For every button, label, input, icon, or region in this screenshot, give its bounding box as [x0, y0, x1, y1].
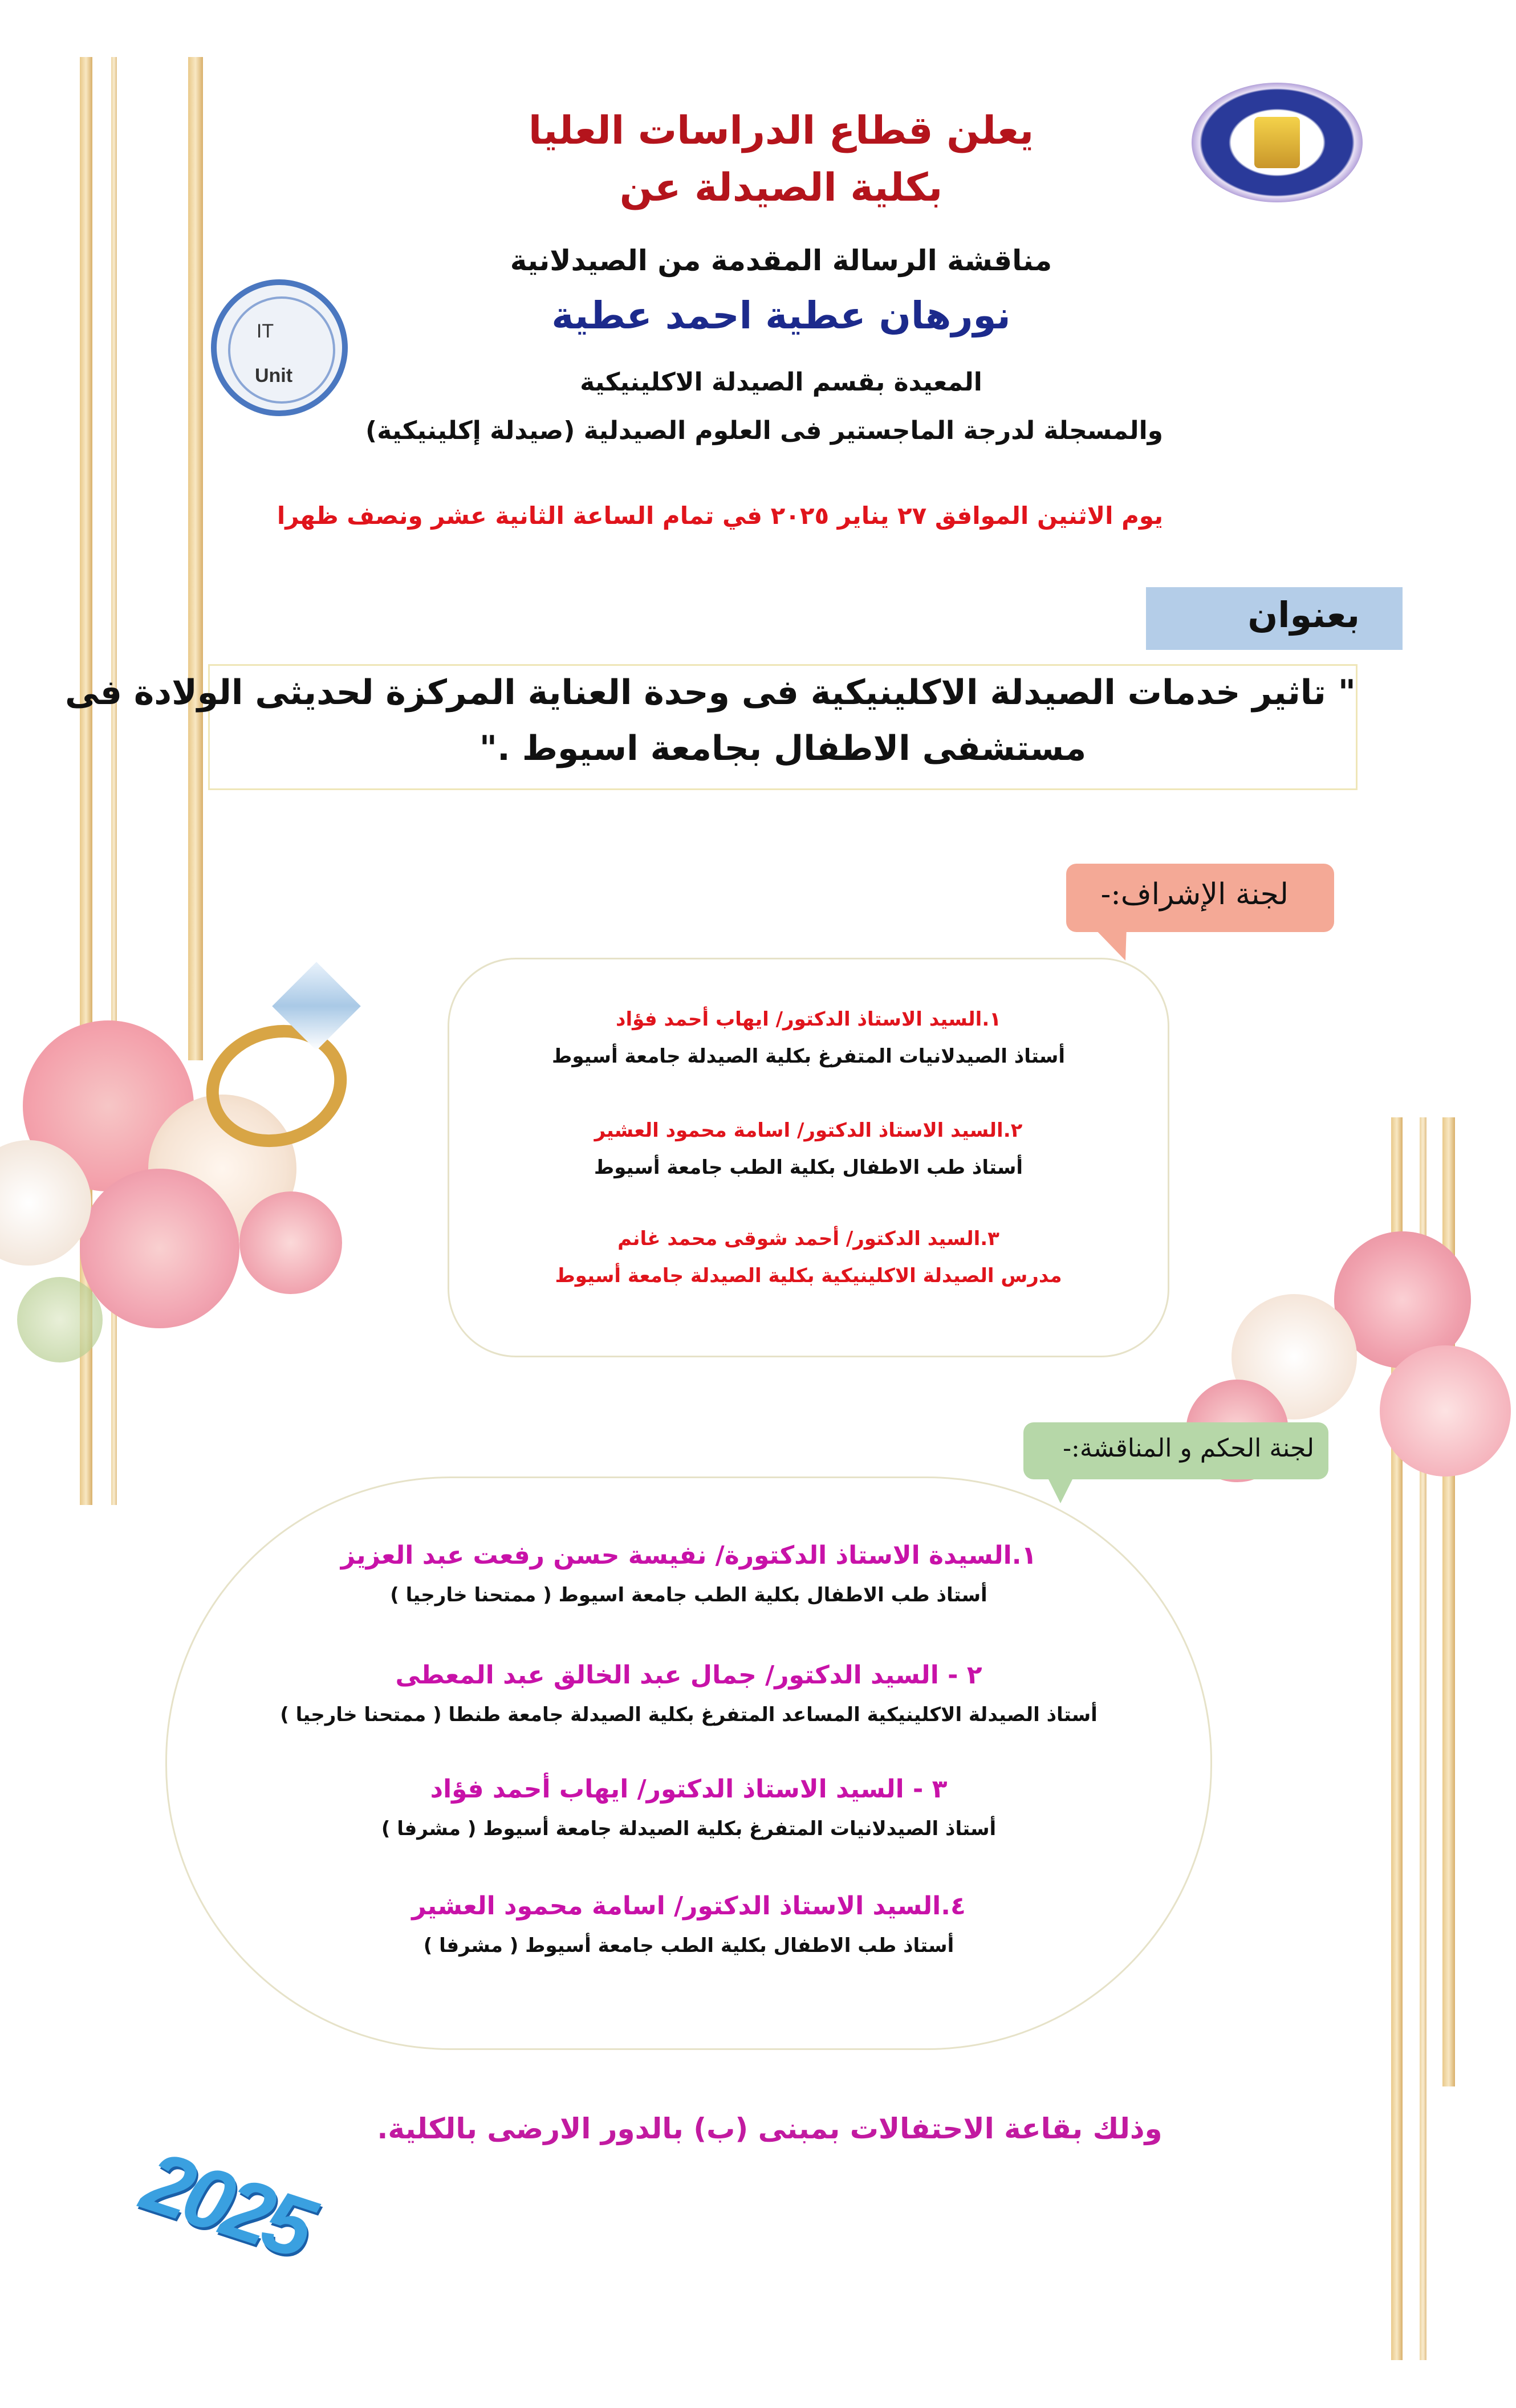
intro-line: مناقشة الرسالة المقدمة من الصيدلانية — [510, 244, 1052, 277]
supervisor-2-name: ٢.السيد الاستاذ الدكتور/ اسامة محمود العشير — [594, 1119, 1023, 1142]
candidate-registration: والمسجلة لدرجة الماجستير فى العلوم الصيدلية (صيدلة إكلينيكية) — [365, 416, 1163, 445]
faculty-logo — [1192, 83, 1363, 208]
date-time-line: يوم الاثنين الموافق ٢٧ يناير ٢٠٢٥ في تمام الساعة الثانية عشر ونصف ظهرا — [277, 502, 1163, 530]
supervisor-3-name: ٣.السيد الدكتور/ أحمد شوقى محمد غانم — [617, 1227, 999, 1250]
venue-line: وذلك بقاعة الاحتفالات بمبنى (ب) بالدور الارضى بالكلية. — [377, 2112, 1163, 2145]
announcement-header-line2: بكلية الصيدلة عن — [619, 165, 943, 210]
candidate-name: نورهان عطية احمد عطية — [551, 294, 1011, 337]
examiner-4-role: أستاذ طب الاطفال بكلية الطب جامعة أسيوط ( مشرفا ) — [423, 1934, 954, 1957]
thesis-title-line1: " تاثير خدمات الصيدلة الاكلينيكية فى وحدة العناية المركزة لحديثى الولادة فى — [64, 673, 1356, 713]
examiner-2-role: أستاذ الصيدلة الاكلينيكية المساعد المتفرغ بكلية الصيدلة جامعة طنطا ( ممتحنا خارجيا ) — [280, 1703, 1098, 1726]
examiner-4-name: ٤.السيد الاستاذ الدكتور/ اسامة محمود العشير — [412, 1892, 966, 1921]
examiner-3-name: ٣ - السيد الاستاذ الدكتور/ ايهاب أحمد فؤاد — [430, 1775, 948, 1804]
it-unit-bottom-text: Unit — [254, 365, 293, 387]
committee-label: لجنة الحكم و المناقشة:- — [1063, 1434, 1314, 1463]
flower-bouquet-left — [0, 924, 411, 1437]
it-unit-logo — [211, 279, 348, 416]
supervision-label-box — [1066, 864, 1334, 932]
year-2025-graphic: 2025 — [132, 2132, 321, 2276]
title-label: بعنوان — [1247, 594, 1360, 636]
examiner-2-name: ٢ - السيد الدكتور/ جمال عبد الخالق عبد المعطى — [395, 1661, 982, 1690]
thesis-title-line2: مستشفى الاطفال بجامعة اسيوط ." — [479, 729, 1087, 768]
committee-label-box — [1023, 1422, 1328, 1479]
supervision-label: لجنة الإشراف:- — [1100, 877, 1289, 912]
examiner-1-name: ١.السيدة الاستاذ الدكتورة/ نفيسة حسن رفعت عبد العزيز — [340, 1541, 1037, 1570]
supervisor-2-role: أستاذ طب الاطفال بكلية الطب جامعة أسيوط — [594, 1156, 1023, 1179]
gold-frame-line-left-3 — [188, 57, 203, 1060]
faculty-of-pharmacy-seal-icon — [1254, 117, 1300, 168]
supervision-committee-box — [448, 958, 1169, 1357]
supervisor-1-name: ١.السيد الاستاذ الدكتور/ ايهاب أحمد فؤاد — [616, 1008, 1001, 1031]
announcement-header-line1: يعلن قطاع الدراسات العليا — [528, 108, 1034, 153]
examiner-3-role: أستاذ الصيدلانيات المتفرغ بكلية الصيدلة جامعة أسيوط ( مشرفا ) — [381, 1817, 997, 1840]
candidate-position: المعيدة بقسم الصيدلة الاكلينيكية — [580, 368, 982, 397]
flower-bouquet-right — [1163, 1209, 1516, 1551]
supervisor-3-role: مدرس الصيدلة الاكلينيكية بكلية الصيدلة جامعة أسيوط — [555, 1264, 1062, 1287]
examiner-1-role: أستاذ طب الاطفال بكلية الطب جامعة اسيوط ( ممتحنا خارجيا ) — [390, 1584, 987, 1606]
examination-committee-box — [165, 1476, 1212, 2050]
title-label-box — [1146, 587, 1403, 650]
it-unit-top-text: IT — [256, 320, 274, 342]
supervisor-1-role: أستاذ الصيدلانيات المتفرغ بكلية الصيدلة جامعة أسيوط — [552, 1045, 1065, 1068]
thesis-title-box — [64, 664, 1358, 790]
